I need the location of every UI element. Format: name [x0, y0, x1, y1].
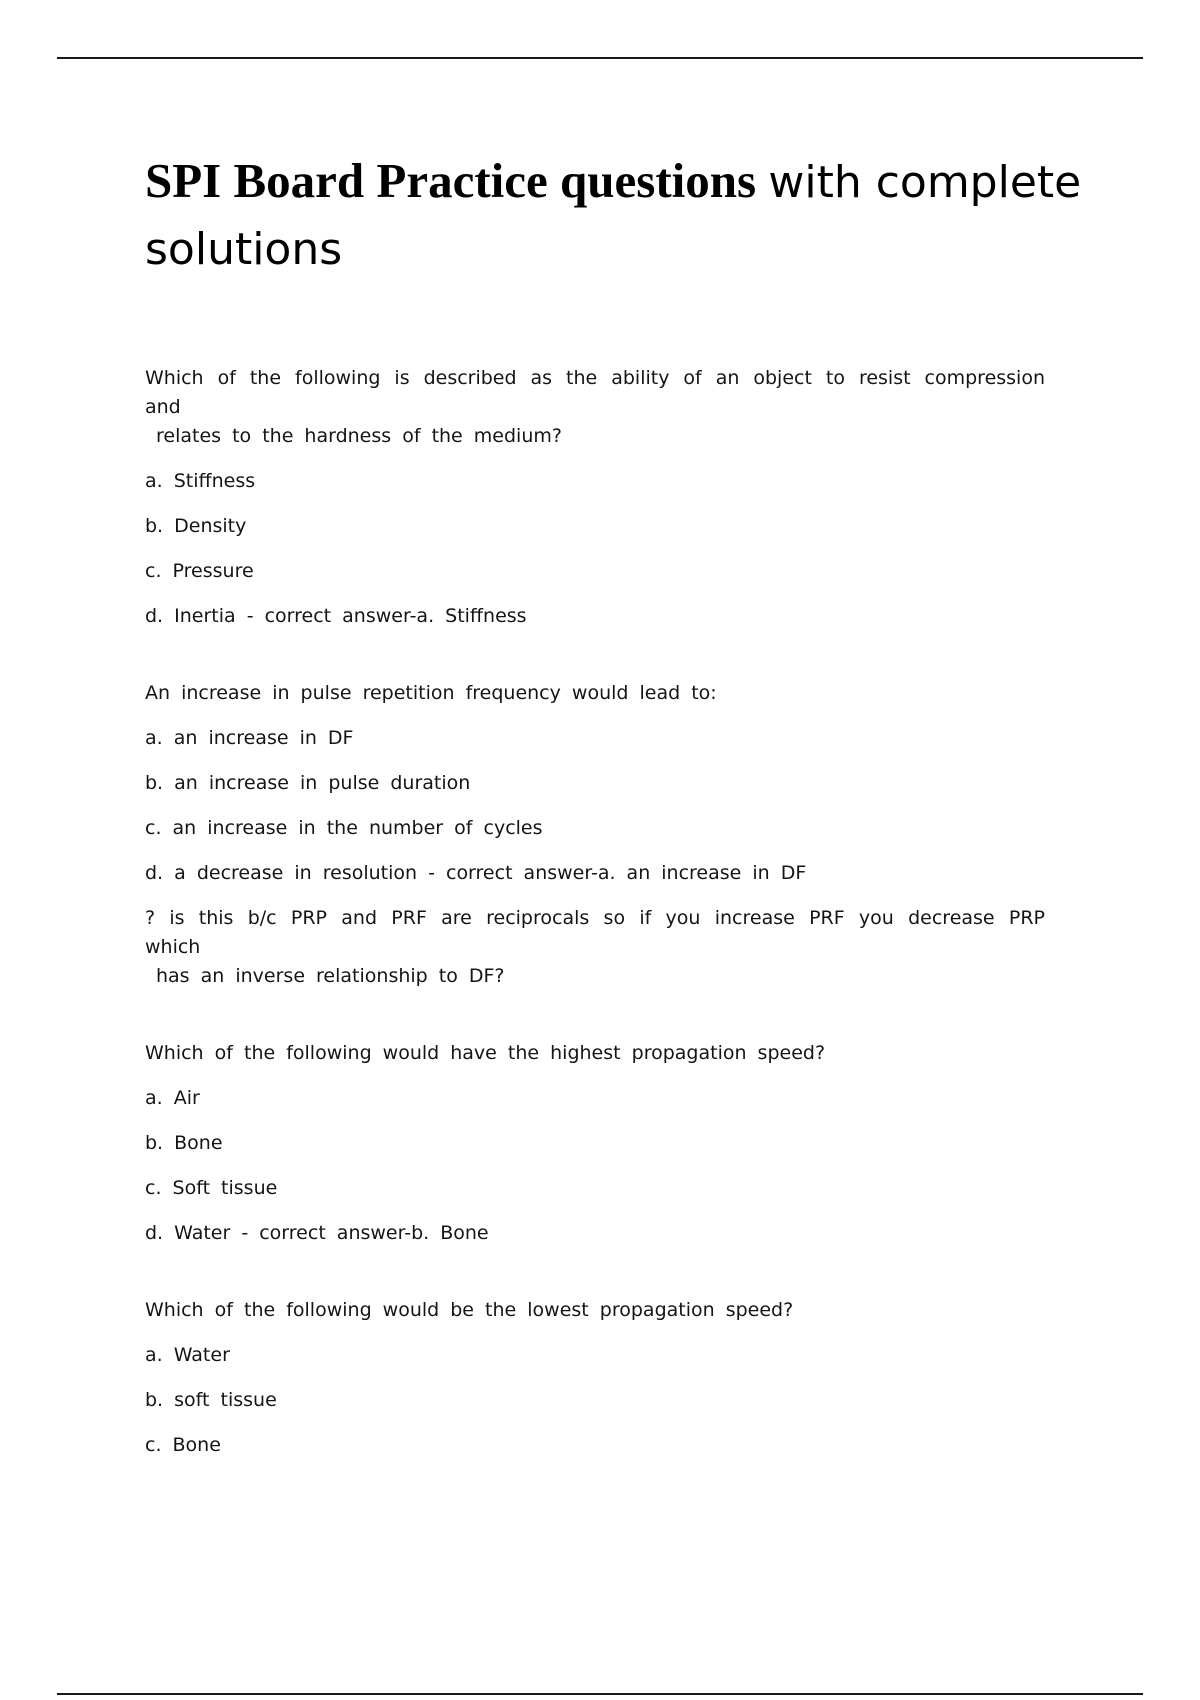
question-text: Which of the following would have the highest propagation speed?: [145, 1042, 826, 1064]
question-text: Which of the following would be the lowest propagation speed?: [145, 1299, 794, 1321]
answer-option-d: d. Inertia - correct answer-a. Stiffness: [145, 605, 527, 627]
question-text: An increase in pulse repetition frequency would lead to:: [145, 682, 717, 704]
question-list: [145, 364, 1045, 1476]
question-text-line-1: Which of the following is described as the ability of an object to resist compression and: [145, 367, 1045, 418]
answer-option-a: a. an increase in DF: [145, 727, 354, 749]
question-note: [145, 904, 1045, 991]
answer-option-c: c. Pressure: [145, 560, 254, 582]
top-rule: [57, 57, 1143, 59]
question-text: [145, 364, 1045, 451]
answer-option-a: a. Water: [145, 1344, 230, 1366]
answer-option-a: a. Stiffness: [145, 470, 256, 492]
answer-option-c: c. an increase in the number of cycles: [145, 817, 543, 839]
answer-option-a: a. Air: [145, 1087, 200, 1109]
note-line-2: has an inverse relationship to DF?: [156, 965, 505, 987]
answer-option-b: b. Bone: [145, 1132, 223, 1154]
answer-option-b: b. an increase in pulse duration: [145, 772, 471, 794]
question-3: [145, 1039, 1045, 1248]
answer-option-b: b. Density: [145, 515, 247, 537]
answer-option-d: d. a decrease in resolution - correct answer-a. an increase in DF: [145, 862, 807, 884]
note-line-1: ? is this b/c PRP and PRF are reciprocals so if you increase PRF you decrease PRP which: [145, 907, 1045, 958]
answer-option-d: d. Water - correct answer-b. Bone: [145, 1222, 489, 1244]
answer-option-c: c. Bone: [145, 1434, 221, 1456]
title-part-sans: with complete solutions: [145, 157, 1082, 275]
question-4: [145, 1296, 1045, 1460]
title-part-serif: SPI Board Practice questions: [145, 153, 757, 208]
answer-option-b: b. soft tissue: [145, 1389, 277, 1411]
document-title: [145, 148, 1105, 282]
question-1: [145, 364, 1045, 631]
question-text-line-2: relates to the hardness of the medium?: [156, 425, 562, 447]
answer-option-c: c. Soft tissue: [145, 1177, 278, 1199]
question-2: [145, 679, 1045, 991]
bottom-rule: [57, 1693, 1143, 1695]
